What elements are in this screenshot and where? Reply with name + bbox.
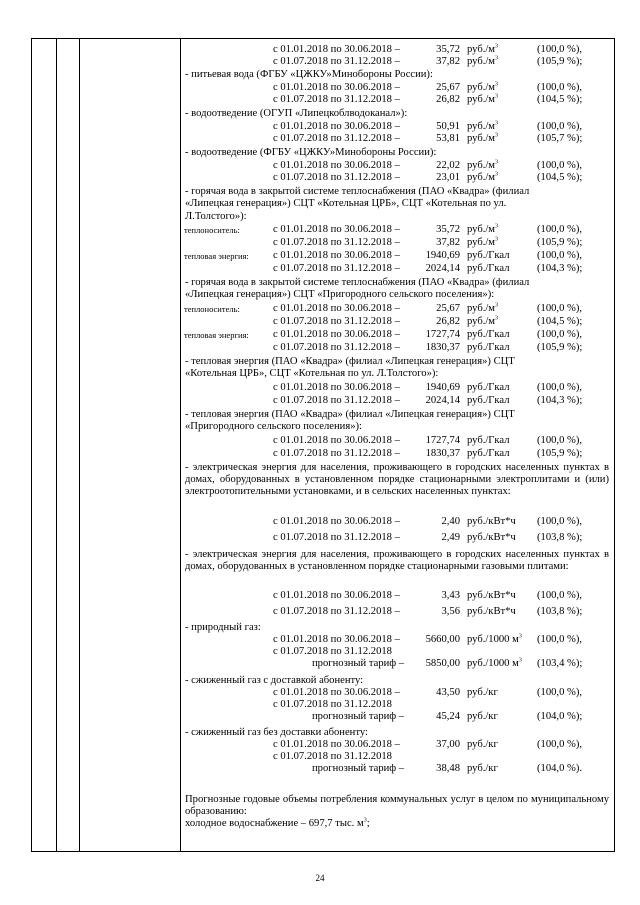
rate-percent: (104,3 %); xyxy=(537,263,583,274)
section-heading: - питьевая вода (ФГБУ «ЦЖКУ»Минобороны России): xyxy=(185,69,433,80)
rate-label: теплоноситель: xyxy=(184,304,240,314)
rate-row xyxy=(0,121,640,133)
unit-superscript: 3 xyxy=(495,171,498,178)
rate-percent: (100,0 %), xyxy=(537,224,583,235)
section-heading: «Липецкая генерация») СЦТ «Котельная ЦРБ», СЦТ «Котельная по ул. xyxy=(185,198,507,209)
rate-unit: руб./кВт*ч xyxy=(467,516,516,527)
rate-unit: руб./Гкал xyxy=(467,329,510,340)
rate-percent: (100,0 %), xyxy=(537,121,583,132)
paragraph-text: - электрическая энергия для населения, проживающего в городских населенных пунктах в домах, оборудованных в установленном порядке стационарными электроплитами и (или) электроотопительными установками, и в сельских населенных пунктах: xyxy=(185,462,609,497)
cold-water-end: ; xyxy=(366,818,370,829)
rate-row xyxy=(0,250,640,262)
rate-unit: руб./кг xyxy=(467,687,498,698)
rate-period: с 01.01.2018 по 30.06.2018 – xyxy=(273,435,400,446)
rate-percent: (100,0 %), xyxy=(537,382,583,393)
rate-unit: руб./Гкал xyxy=(467,250,510,261)
rate-unit: руб./Гкал xyxy=(467,342,510,353)
rate-unit: руб./кВт*ч xyxy=(467,606,516,617)
unit-superscript: 3 xyxy=(495,55,498,62)
rate-unit: руб./Гкал xyxy=(467,448,510,459)
section-heading: - тепловая энергия (ПАО «Квадра» (филиал «Липецкая генерация») СЦТ xyxy=(185,409,515,420)
rate-unit: $руб./м^3$ xyxy=(467,236,498,248)
rate-row xyxy=(0,160,640,172)
rate-percent: (100,0 %), xyxy=(537,329,583,340)
rate-period: с 01.07.2018 по 31.12.2018 – xyxy=(273,263,400,274)
rate-label: тепловая энергия: xyxy=(184,330,249,340)
rate-row xyxy=(0,342,640,354)
cold-water-text: холодное водоснабжение – 697,7 тыс. м xyxy=(185,818,364,829)
paragraph-text: Прогнозные годовые объемы потребления коммунальных услуг в целом по муниципальному образованию: xyxy=(185,794,609,817)
forecast-label: прогнозный тариф – xyxy=(312,658,405,669)
rate-percent: (103,8 %); xyxy=(537,606,583,617)
rate-percent: (105,9 %); xyxy=(537,342,583,353)
rate-percent: (100,0 %), xyxy=(537,82,583,93)
rate-value: 3,43 xyxy=(441,590,460,601)
rate-period: с 01.01.2018 по 30.06.2018 – xyxy=(273,590,400,601)
rate-period: с 01.01.2018 по 30.06.2018 – xyxy=(273,44,400,55)
rate-period: с 01.07.2018 по 31.12.2018 – xyxy=(273,94,400,105)
unit-superscript: 3 xyxy=(495,159,498,166)
rate-unit: руб./кг xyxy=(467,763,498,774)
rate-period: с 01.07.2018 по 31.12.2018 – xyxy=(273,342,400,353)
section-heading: «Пригородного сельского поселения»): xyxy=(185,421,362,432)
rate-unit: $руб./м^3$ xyxy=(467,55,498,67)
rate-percent: (100,0 %), xyxy=(537,516,583,527)
rate-value: 26,82 xyxy=(436,316,460,327)
rate-row xyxy=(0,711,640,723)
rate-label: теплоноситель: xyxy=(184,225,240,235)
rate-unit: руб./Гкал xyxy=(467,382,510,393)
rate-period: с 01.01.2018 по 30.06.2018 – xyxy=(273,160,400,171)
rate-row xyxy=(0,532,640,544)
rate-percent: (103,8 %); xyxy=(537,532,583,543)
rate-percent: (100,0 %), xyxy=(537,160,583,171)
rate-period: с 01.07.2018 по 31.12.2018 – xyxy=(273,237,400,248)
rate-row xyxy=(0,590,640,602)
rate-value: 1940,69 xyxy=(425,382,460,393)
rate-value: 35,72 xyxy=(436,44,460,55)
rate-value: 53,81 xyxy=(436,133,460,144)
unit-superscript: 3 xyxy=(495,132,498,139)
rate-row xyxy=(0,172,640,184)
rate-unit: $руб./м^3$ xyxy=(467,93,498,105)
rate-unit: $руб./м^3$ xyxy=(467,302,498,314)
rate-period: с 01.07.2018 по 31.12.2018 – xyxy=(273,172,400,183)
section-heading: - водоотведение (ОГУП «Липецкоблводоканал»): xyxy=(185,108,408,119)
rate-row xyxy=(0,316,640,328)
rate-row xyxy=(0,44,640,56)
rate-row xyxy=(0,687,640,699)
rate-percent: (105,7 %); xyxy=(537,133,583,144)
rate-value: 2024,14 xyxy=(425,395,460,406)
rate-row xyxy=(0,94,640,106)
rate-unit: $руб./м^3$ xyxy=(467,43,498,55)
rate-period: с 01.01.2018 по 30.06.2018 – xyxy=(273,121,400,132)
unit-superscript: 3 xyxy=(518,633,522,640)
rate-value: 1830,37 xyxy=(425,448,460,459)
rate-row xyxy=(0,263,640,275)
section-heading: - природный газ: xyxy=(185,622,261,633)
rate-unit: руб./кг xyxy=(467,739,498,750)
rate-unit: $руб./м^3$ xyxy=(467,159,498,171)
rate-value: 2,49 xyxy=(441,532,460,543)
rate-unit: $руб./м^3$ xyxy=(467,81,498,93)
rate-value: 3,56 xyxy=(441,606,460,617)
rate-value: 37,82 xyxy=(436,237,460,248)
paragraph-text: - электрическая энергия для населения, проживающего в городских населенных пунктах в домах, оборудованных в установленном порядке стационарными газовыми плитами: xyxy=(185,549,609,572)
rate-unit: $руб./м^3$ xyxy=(467,171,498,183)
rate-percent: (104,3 %); xyxy=(537,395,583,406)
rate-value: 23,01 xyxy=(436,172,460,183)
page-number: 24 xyxy=(315,873,325,883)
rate-value: 45,24 xyxy=(436,711,460,722)
rate-percent: (100,0 %), xyxy=(537,590,583,601)
section-heading: - горячая вода в закрытой системе теплоснабжения (ПАО «Квадра» (филиал xyxy=(185,277,530,288)
rate-percent: (100,0 %), xyxy=(537,435,583,446)
unit-superscript: 3 xyxy=(495,120,498,127)
rate-period: с 01.01.2018 по 30.06.2018 – xyxy=(273,516,400,527)
rate-period: с 01.01.2018 по 30.06.2018 – xyxy=(273,303,400,314)
rate-period: с 01.07.2018 по 31.12.2018 – xyxy=(273,532,400,543)
rate-period: с 01.07.2018 по 31.12.2018 – xyxy=(273,606,400,617)
rate-value: 1727,74 xyxy=(425,435,460,446)
rate-percent: (100,0 %), xyxy=(537,303,583,314)
rate-value: 2,40 xyxy=(441,516,460,527)
rate-percent: (105,9 %); xyxy=(537,448,583,459)
cold-water-volume xyxy=(185,818,370,830)
rate-row xyxy=(0,133,640,145)
forecast-label: прогнозный тариф – xyxy=(312,711,405,722)
rate-unit: руб./1000 $м^3$ xyxy=(467,657,522,669)
rate-value: 22,02 xyxy=(436,160,460,171)
rate-value: 37,00 xyxy=(436,739,460,750)
rate-unit: руб./Гкал xyxy=(467,435,510,446)
rate-period: с 01.01.2018 по 30.06.2018 – xyxy=(273,382,400,393)
rate-row xyxy=(0,329,640,341)
rate-percent: (105,9 %); xyxy=(537,237,583,248)
rate-value: 50,91 xyxy=(436,121,460,132)
unit-superscript: 3 xyxy=(495,81,498,88)
unit-superscript: 3 xyxy=(495,236,498,243)
section-heading: - тепловая энергия (ПАО «Квадра» (филиал «Липецкая генерация») СЦТ xyxy=(185,356,515,367)
rate-row xyxy=(0,303,640,315)
unit-superscript: 3 xyxy=(495,223,498,230)
rate-row xyxy=(0,658,640,670)
rate-unit: руб./1000 $м^3$ xyxy=(467,633,522,645)
rate-period: с 01.01.2018 по 30.06.2018 – xyxy=(273,329,400,340)
section-heading: - сжиженный газ без доставки абоненту: xyxy=(185,727,368,738)
section-heading: «Котельная ЦРБ», СЦТ «Котельная по ул. Л.Толстого»): xyxy=(185,368,439,379)
section-heading: - сжиженный газ с доставкой абоненту: xyxy=(185,675,364,686)
rate-unit: $руб./м^3$ xyxy=(467,120,498,132)
rate-value: 37,82 xyxy=(436,56,460,67)
unit-superscript: 3 xyxy=(518,657,522,664)
rate-period: с 01.07.2018 по 31.12.2018 xyxy=(273,699,392,710)
rate-value: 1830,37 xyxy=(425,342,460,353)
rate-period: с 01.01.2018 по 30.06.2018 – xyxy=(273,224,400,235)
rate-row xyxy=(0,224,640,236)
rate-value: 26,82 xyxy=(436,94,460,105)
rate-unit: руб./кг xyxy=(467,711,498,722)
rate-row xyxy=(0,763,640,775)
rate-unit: руб./Гкал xyxy=(467,263,510,274)
forecast-label: прогнозный тариф – xyxy=(312,763,405,774)
rate-percent: (100,0 %), xyxy=(537,634,583,645)
rate-period: с 01.07.2018 по 31.12.2018 – xyxy=(273,133,400,144)
rate-unit: руб./кВт*ч xyxy=(467,590,516,601)
rate-period: с 01.01.2018 по 30.06.2018 – xyxy=(273,634,400,645)
rate-unit: руб./Гкал xyxy=(467,395,510,406)
section-heading: «Липецкая генерация») СЦТ «Пригородного сельского поселения»): xyxy=(185,289,495,300)
rate-period: с 01.01.2018 по 30.06.2018 – xyxy=(273,687,400,698)
rate-value: 38,48 xyxy=(436,763,460,774)
rate-period: с 01.07.2018 по 31.12.2018 – xyxy=(273,448,400,459)
rate-row xyxy=(0,634,640,646)
rate-percent: (104,0 %); xyxy=(537,711,583,722)
rate-percent: (104,5 %); xyxy=(537,94,583,105)
section-heading: - водоотведение (ФГБУ «ЦЖКУ»Минобороны России): xyxy=(185,147,437,158)
unit-superscript: 3 xyxy=(495,315,498,322)
unit-superscript: 3 xyxy=(495,302,498,309)
rate-value: 25,67 xyxy=(436,82,460,93)
rate-period: с 01.07.2018 по 31.12.2018 – xyxy=(273,316,400,327)
rate-value: 1727,74 xyxy=(425,329,460,340)
rate-row xyxy=(0,395,640,407)
rate-row xyxy=(0,56,640,68)
rate-row xyxy=(0,448,640,460)
rate-period: с 01.07.2018 по 31.12.2018 – xyxy=(273,395,400,406)
unit-superscript: 3 xyxy=(495,43,498,50)
rate-percent: (104,0 %). xyxy=(537,763,583,774)
rate-period: с 01.07.2018 по 31.12.2018 – xyxy=(273,56,400,67)
rate-row xyxy=(0,739,640,751)
rate-value: 43,50 xyxy=(436,687,460,698)
rate-label: тепловая энергия: xyxy=(184,251,249,261)
unit-superscript: 3 xyxy=(363,817,367,824)
rate-unit: $руб./м^3$ xyxy=(467,223,498,235)
unit-superscript: 3 xyxy=(495,93,498,100)
rate-period: с 01.01.2018 по 30.06.2018 – xyxy=(273,250,400,261)
rate-unit: $руб./м^3$ xyxy=(467,132,498,144)
rate-value: 35,72 xyxy=(436,224,460,235)
rate-row xyxy=(0,516,640,528)
rate-value: 1940,69 xyxy=(425,250,460,261)
rate-percent: (100,0 %), xyxy=(537,250,583,261)
rate-row xyxy=(0,435,640,447)
rate-period: с 01.01.2018 по 30.06.2018 – xyxy=(273,82,400,93)
rate-unit: $руб./м^3$ xyxy=(467,315,498,327)
rate-row xyxy=(0,237,640,249)
rate-percent: (100,0 %), xyxy=(537,739,583,750)
rate-percent: (100,0 %), xyxy=(537,687,583,698)
rate-percent: (100,0 %), xyxy=(537,44,583,55)
rate-value: 5850,00 xyxy=(425,658,460,669)
rate-value: 25,67 xyxy=(436,303,460,314)
rate-period: с 01.01.2018 по 30.06.2018 – xyxy=(273,739,400,750)
rate-percent: (103,4 %); xyxy=(537,658,583,669)
rate-percent: (104,5 %); xyxy=(537,172,583,183)
rate-value: 5660,00 xyxy=(425,634,460,645)
rate-period: с 01.07.2018 по 31.12.2018 xyxy=(273,646,392,657)
rate-value: 2024,14 xyxy=(425,263,460,274)
rate-row xyxy=(0,606,640,618)
rate-row xyxy=(0,82,640,94)
section-heading: Л.Толстого»): xyxy=(185,211,247,222)
rate-percent: (104,5 %); xyxy=(537,316,583,327)
rate-period: с 01.07.2018 по 31.12.2018 xyxy=(273,751,392,762)
rate-unit: руб./кВт*ч xyxy=(467,532,516,543)
section-heading: - горячая вода в закрытой системе теплоснабжения (ПАО «Квадра» (филиал xyxy=(185,186,530,197)
rate-row xyxy=(0,382,640,394)
rate-percent: (105,9 %); xyxy=(537,56,583,67)
